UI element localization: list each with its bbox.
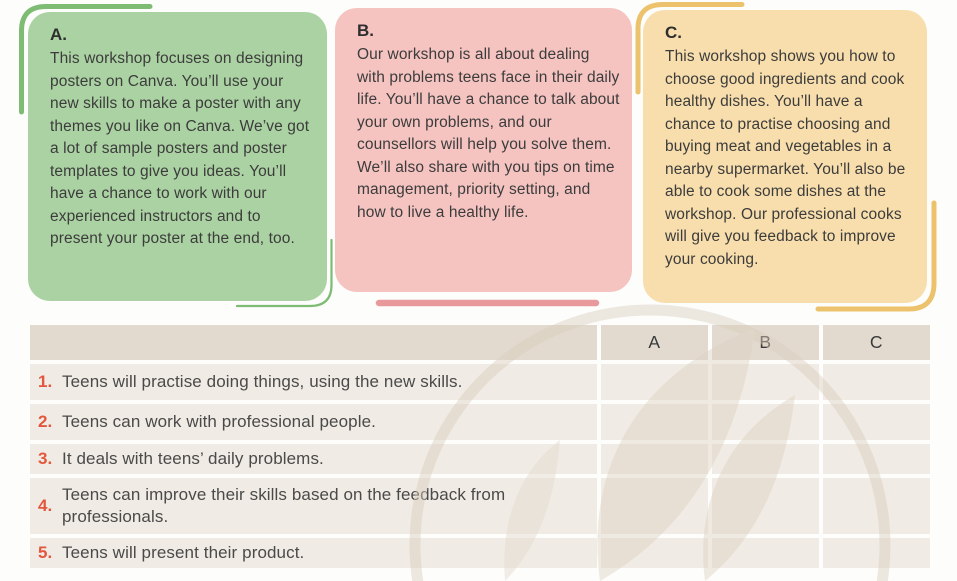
card-c-label: C. — [665, 23, 682, 42]
card-a-text: This workshop focuses on designing posters on Canva. You’ll use your new skills to make a poster with any themes you like on Canva. We’ve got a lot of sample posters and poster templates to give you ideas. You’ll have a chance to work with our experienced instructors and to present your poster at the end, too. — [50, 50, 310, 247]
statement-cell — [30, 444, 597, 474]
statement-text: Teens can improve their skills based on the feedback from professionals. — [62, 485, 506, 526]
answer-cell-2a[interactable] — [601, 404, 708, 440]
table-row — [30, 364, 930, 400]
matching-table — [30, 325, 930, 572]
answer-cell-2c[interactable] — [823, 404, 930, 440]
header-col-c — [823, 325, 930, 360]
workshop-card-a — [28, 12, 327, 301]
header-statement-cell — [30, 325, 597, 360]
answer-cell-4c[interactable] — [823, 478, 930, 534]
answer-cell-5c[interactable] — [823, 538, 930, 568]
answer-cell-1c[interactable] — [823, 364, 930, 400]
row-number: 4. — [38, 496, 53, 515]
statement-text: It deals with teens’ daily problems. — [62, 449, 324, 468]
answer-cell-5a[interactable] — [601, 538, 708, 568]
answer-cell-1a[interactable] — [601, 364, 708, 400]
workshop-card-c — [643, 10, 927, 303]
answer-cell-2b[interactable] — [712, 404, 819, 440]
answer-cell-3c[interactable] — [823, 444, 930, 474]
row-number: 5. — [38, 543, 53, 562]
row-number: 1. — [38, 372, 53, 391]
statement-cell — [30, 478, 597, 534]
card-a-label: A. — [50, 25, 67, 44]
statement-cell — [30, 364, 597, 400]
table-row — [30, 404, 930, 440]
answer-cell-1b[interactable] — [712, 364, 819, 400]
statement-text: Teens will practise doing things, using the new skills. — [62, 372, 463, 391]
statement-cell — [30, 404, 597, 440]
answer-cell-5b[interactable] — [712, 538, 819, 568]
table-row — [30, 538, 930, 568]
card-b-text: Our workshop is all about dealing with problems teens face in their daily life. You’ll have a chance to talk about your own problems, and our counsellors will help you solve them. We’ll also share with you tips on time management, priority setting, and how to live a healthy life. — [357, 46, 620, 221]
answer-cell-4a[interactable] — [601, 478, 708, 534]
statement-text: Teens can work with professional people. — [62, 412, 376, 431]
col-c-label: C — [869, 332, 884, 352]
statement-text: Teens will present their product. — [62, 543, 305, 562]
col-b-label: B — [759, 332, 772, 352]
table-header-row — [30, 325, 930, 360]
row-number: 2. — [38, 412, 53, 431]
header-col-a — [601, 325, 708, 360]
card-c-text: This workshop shows you how to choose good ingredients and cook healthy dishes. You’ll have a chance to practise choosing and buying meat and vegetables in a nearby supermarket. You’ll also be able to cook some dishes at the workshop. Our professional cooks will give you feedback to improve your cooking. — [665, 48, 906, 268]
table-row — [30, 444, 930, 474]
answer-cell-3a[interactable] — [601, 444, 708, 474]
table-row — [30, 478, 930, 534]
statement-cell — [30, 538, 597, 568]
col-a-label: A — [648, 332, 661, 352]
answer-cell-3b[interactable] — [712, 444, 819, 474]
card-b-label: B. — [357, 21, 374, 40]
answer-cell-4b[interactable] — [712, 478, 819, 534]
workshop-card-b — [335, 8, 632, 292]
row-number: 3. — [38, 449, 53, 468]
header-col-b — [712, 325, 819, 360]
